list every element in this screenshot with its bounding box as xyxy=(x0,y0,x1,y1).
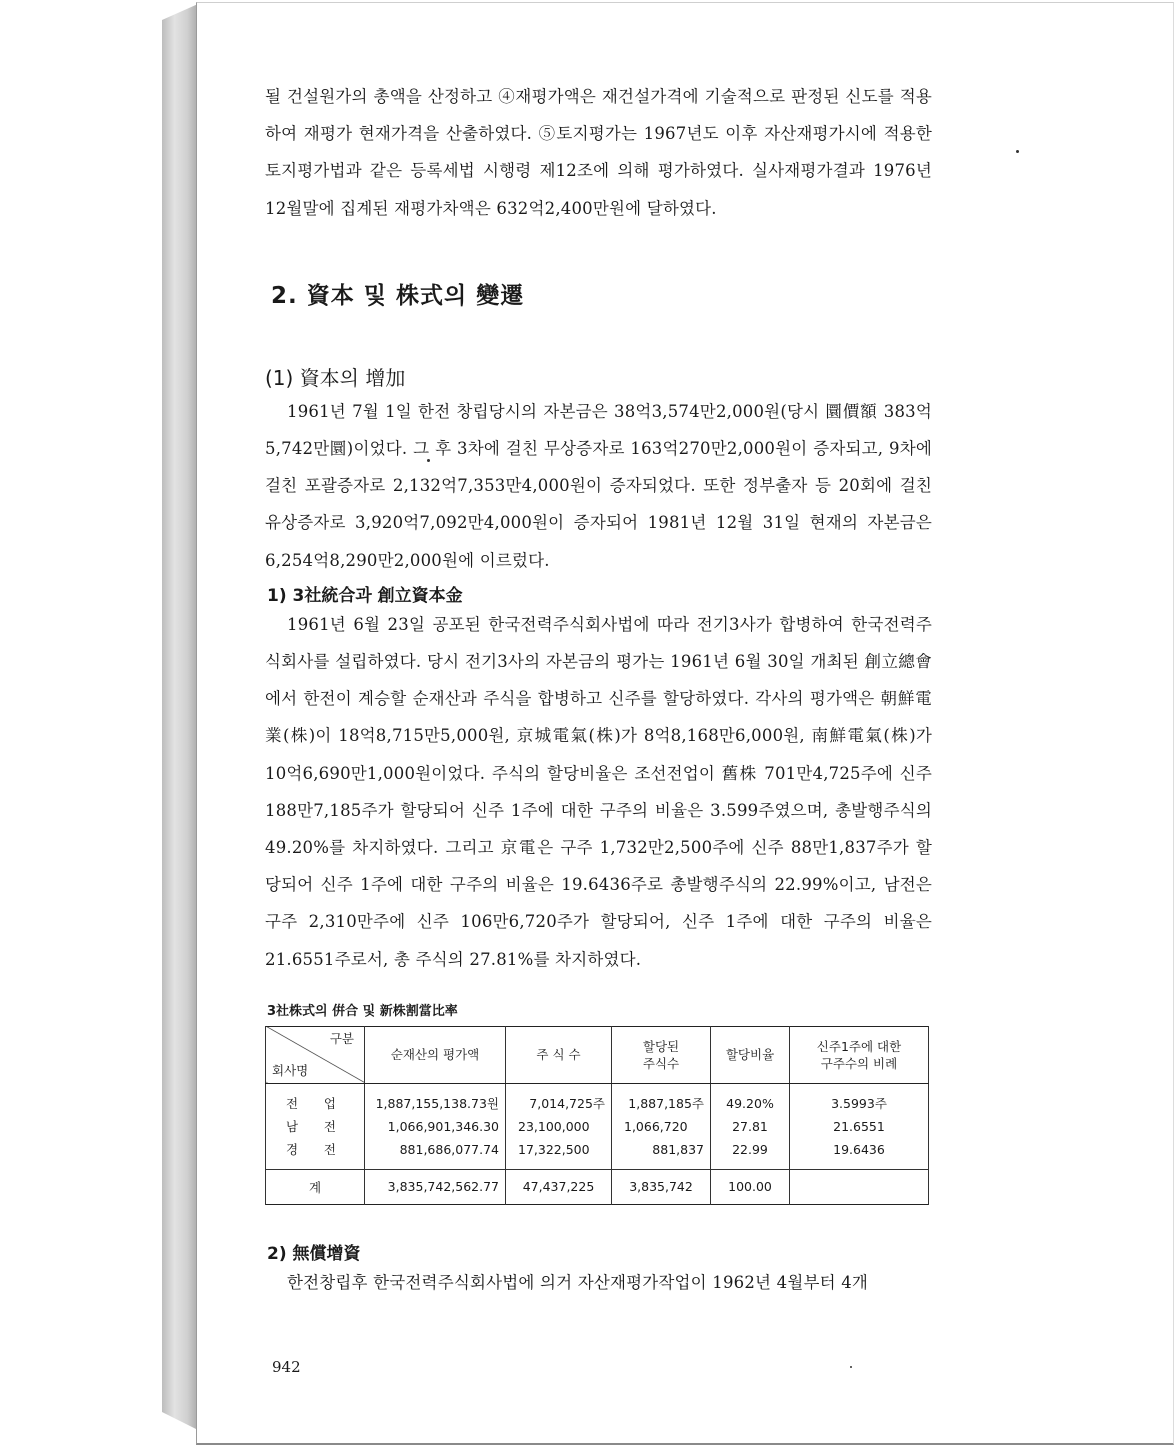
corner-label-category: 구분 xyxy=(329,1030,354,1046)
book-edge xyxy=(162,4,198,1430)
header-net-asset: 순재산의 평가액 xyxy=(365,1026,506,1083)
table-caption: 3社株式의 倂合 및 新株割當比率 xyxy=(267,1003,458,1019)
cell-shares: 17,322,500 xyxy=(506,1138,612,1170)
page-number: 942 xyxy=(272,1358,301,1376)
cell-ratio: 22.99 xyxy=(711,1138,790,1170)
text-column xyxy=(265,78,932,1301)
cell-ratio: 49.20% xyxy=(711,1083,790,1115)
row-company-name: 전 업 xyxy=(266,1083,365,1115)
cell-net-asset: 1,066,901,346.30 xyxy=(365,1115,506,1138)
cell-net-asset: 881,686,077.74 xyxy=(365,1138,506,1170)
cell-proportion: 21.6551 xyxy=(790,1115,929,1138)
cell-shares: 23,100,000 xyxy=(506,1115,612,1138)
scan-speck xyxy=(427,459,430,462)
cell-proportion: 3.5993주 xyxy=(790,1083,929,1115)
header-shares: 주 식 수 xyxy=(506,1026,612,1083)
cell-ratio: 27.81 xyxy=(711,1115,790,1138)
cell-proportion: 19.6436 xyxy=(790,1138,929,1170)
cell-net-asset: 1,887,155,138.73원 xyxy=(365,1083,506,1115)
subsection-title: (1) 資本의 增加 xyxy=(265,365,406,390)
total-net-asset: 3,835,742,562.77 xyxy=(365,1169,506,1204)
table-row xyxy=(266,1083,929,1115)
total-proportion xyxy=(790,1169,929,1204)
share-merger-table xyxy=(265,1026,929,1205)
row-company-name: 경 전 xyxy=(266,1138,365,1170)
scan-speck xyxy=(1016,150,1019,153)
total-label: 계 xyxy=(266,1169,365,1204)
header-allotted: 할당된 주식수 xyxy=(612,1026,711,1083)
header-proportion: 신주1주에 대한 구주수의 비례 xyxy=(790,1026,929,1083)
table-row xyxy=(266,1138,929,1170)
item1-title: 1) 3社統合과 創立資本金 xyxy=(267,585,463,606)
cell-allotted: 1,066,720 xyxy=(612,1115,711,1138)
paragraph-top: 될 건설원가의 총액을 산정하고 ④재평가액은 재건설가격에 기술적으로 판정된 신도를 적용하여 재평가 현재가격을 산출하였다. ⑤토지평가는 1967년도 이후 자산재평가시에 적용한 토지평가법과 같은 등록세법 시행령 제12조에 의해 평가하였다. 실사재평가결과 1976년 12월말에 집계된 재평가차액은 632억2,400만원에 달하였다. xyxy=(265,87,932,218)
header-ratio: 할당비율 xyxy=(711,1026,790,1083)
table-row xyxy=(266,1115,929,1138)
paragraph-capital: 1961년 7월 1일 한전 창립당시의 자본금은 38억3,574만2,000원(당시 圜價額 383억5,742만圜)이었다. 그 후 3차에 걸친 무상증자로 163억270만2,000원이 증자되고, 9차에 걸친 포괄증자로 2,132억7,353만4,000원이 증자되었다. 또한 정부출자 등 20회에 걸친 유상증자로 3,920억7,092만4,000원이 증자되어 1981년 12월 31일 현재의 자본금은 6,254억8,290만2,000원에 이르렀다. xyxy=(265,401,932,570)
corner-label-company: 회사명 xyxy=(272,1062,309,1078)
row-company-name: 남 전 xyxy=(266,1115,365,1138)
cell-allotted: 881,837 xyxy=(612,1138,711,1170)
total-allotted: 3,835,742 xyxy=(612,1169,711,1204)
total-ratio: 100.00 xyxy=(711,1169,790,1204)
table-corner-cell xyxy=(266,1026,365,1083)
table-total-row xyxy=(266,1169,929,1204)
section-title: 2. 資本 및 株式의 變遷 xyxy=(271,282,525,309)
paragraph-item2: 한전창립후 한국전력주식회사법에 의거 자산재평가작업이 1962년 4월부터 4개 xyxy=(287,1272,869,1292)
paragraph-item1: 1961년 6월 23일 공포된 한국전력주식회사법에 따라 전기3사가 합병하여 한국전력주식회사를 설립하였다. 당시 전기3사의 자본금의 평가는 1961년 6월 30일 개최된 創立總會에서 한전이 계승할 순재산과 주식을 합병하고 신주를 할당하였다. 각사의 평가액은 朝鮮電業(株)이 18억8,715만5,000원, 京城電氣(株)가 8억8,168만6,000원, 南鮮電氣(株)가 10억6,690만1,000원이었다. 주식의 할당비율은 조선전업이 舊株 701만4,725주에 신주 188만7,185주가 할당되어 신주 1주에 대한 구주의 비율은 3.599주였으며, 총발행주식의 49.20%를 차지하였다. 그리고 京電은 구주 1,732만2,500주에 신주 88만1,837주가 할당되어 신주 1주에 대한 구주의 비율은 19.6436주로 총발행주식의 22.99%이고, 남전은 구주 2,310만주에 신주 106만6,720주가 할당되어, 신주 1주에 대한 구주의 비율은 21.6551주로서, 총 주식의 27.81%를 차지하였다. xyxy=(265,614,932,969)
scan-speck xyxy=(850,1366,852,1368)
cell-allotted: 1,887,185주 xyxy=(612,1083,711,1115)
total-shares: 47,437,225 xyxy=(506,1169,612,1204)
item2-title: 2) 無償增資 xyxy=(267,1243,361,1264)
cell-shares: 7,014,725주 xyxy=(506,1083,612,1115)
